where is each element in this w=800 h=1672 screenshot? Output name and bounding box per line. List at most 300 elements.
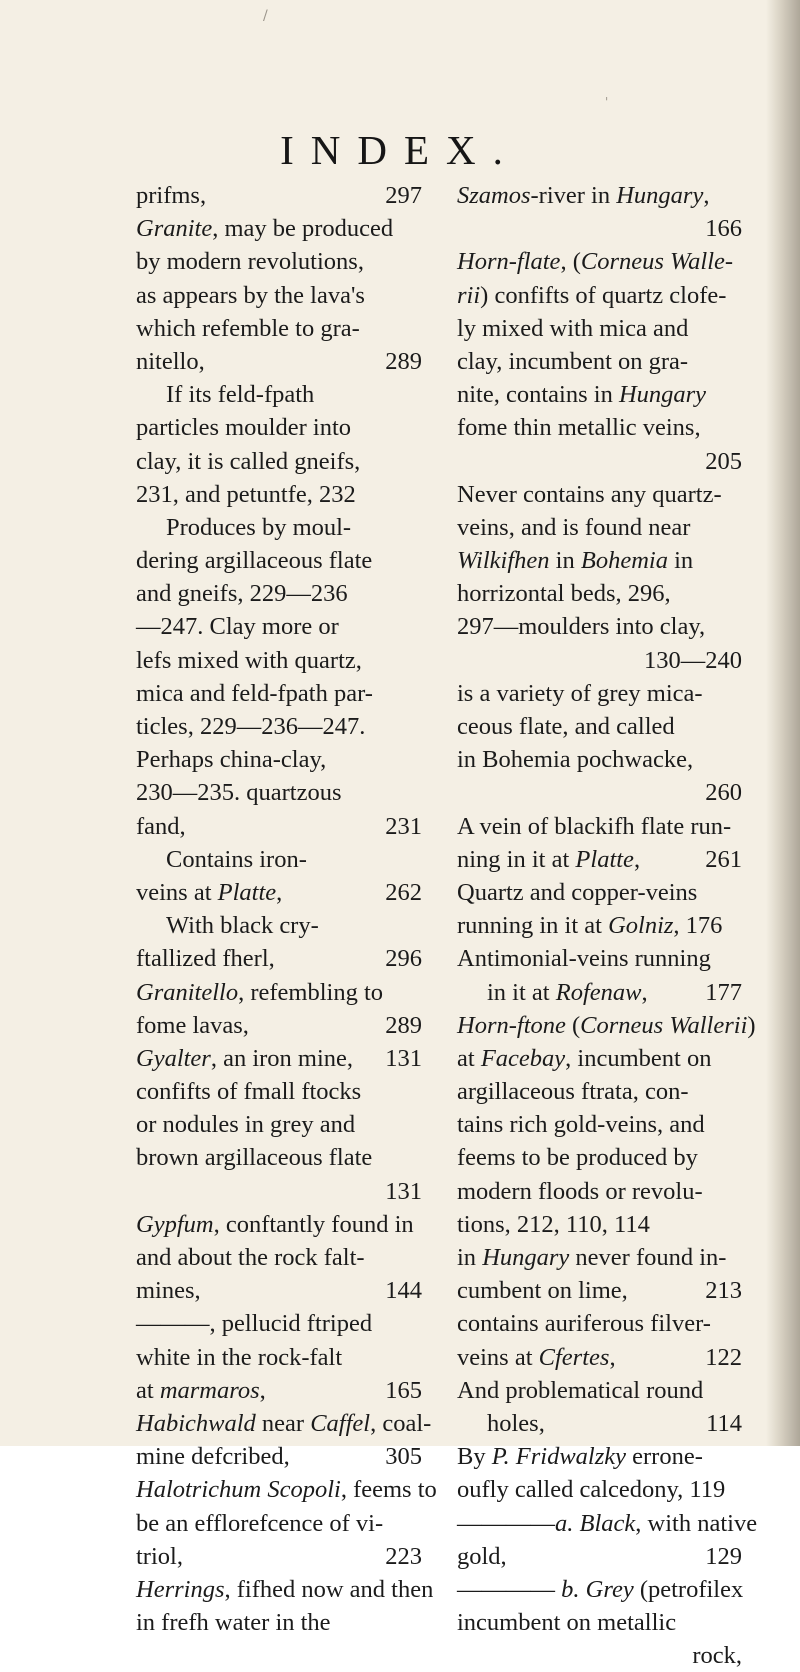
index-line <box>457 1374 742 1407</box>
index-line <box>457 1141 742 1174</box>
index-term: Platte <box>575 845 634 873</box>
index-term: Caffel <box>310 1409 371 1437</box>
index-text: veins, and is found near <box>457 513 691 541</box>
index-text: 231, and petuntfe, 232 <box>136 480 356 508</box>
index-line <box>457 1473 742 1506</box>
index-line <box>136 843 422 876</box>
index-line <box>136 1075 422 1108</box>
page-reference: 131 <box>385 1177 422 1205</box>
index-text: (petrofilex <box>633 1575 744 1603</box>
index-text: brown argillaceous flate <box>136 1144 373 1172</box>
index-term: Granite <box>136 215 213 243</box>
index-line <box>457 743 742 776</box>
index-entry-text <box>457 312 688 345</box>
index-entry-text <box>136 942 275 975</box>
index-entry-text <box>457 710 675 743</box>
index-term: Corneus Wallerii <box>580 1011 748 1039</box>
index-text: modern floods or revolu- <box>457 1177 703 1205</box>
index-entry-text <box>136 212 393 245</box>
index-text: ———— <box>457 1575 562 1603</box>
index-text: running in it at <box>457 912 609 940</box>
index-text: is a variety of grey mica- <box>457 679 703 707</box>
index-entry-text <box>136 610 339 643</box>
index-term: Platte <box>217 878 277 906</box>
index-text: which refemble to gra- <box>136 314 360 342</box>
index-line <box>136 1540 422 1573</box>
index-line <box>457 1440 742 1473</box>
index-line <box>457 179 742 212</box>
index-text: in <box>549 547 581 575</box>
index-line <box>457 909 742 942</box>
index-line <box>457 411 742 444</box>
index-text: , fifhed now and then <box>224 1575 434 1603</box>
index-text: ———— <box>457 1509 555 1537</box>
index-entry-text <box>166 511 351 544</box>
index-text: , <box>703 182 710 209</box>
index-entry-text <box>136 1440 290 1473</box>
index-line <box>136 1341 422 1374</box>
index-line <box>457 976 742 1009</box>
index-line <box>136 776 422 809</box>
index-line <box>136 312 422 345</box>
index-line <box>457 212 742 245</box>
index-line <box>457 876 742 909</box>
index-term: Herrings <box>136 1575 225 1603</box>
index-entry-text <box>457 1374 703 1407</box>
index-entry-text <box>457 843 640 876</box>
page-reference: 130—240 <box>644 646 742 674</box>
index-line <box>457 1009 756 1042</box>
index-line <box>457 312 742 345</box>
index-line <box>457 1341 742 1374</box>
page-reference: 213 <box>705 1277 742 1305</box>
index-text: ( <box>565 1011 581 1039</box>
index-text: ) confifts of quartz clofe- <box>480 281 727 309</box>
page-reference: 131 <box>385 1044 422 1072</box>
index-line <box>457 1407 742 1440</box>
index-line <box>136 345 422 378</box>
index-entry-text <box>457 1573 743 1606</box>
index-line <box>457 345 742 378</box>
index-text: oufly called calcedony, 119 <box>457 1476 726 1504</box>
index-text: , may be produced <box>212 215 394 243</box>
index-entry-text <box>457 1341 616 1374</box>
index-line <box>136 1440 422 1473</box>
index-text: ticles, 229—236—247. <box>136 713 366 740</box>
index-line <box>136 942 422 975</box>
index-line <box>136 212 422 245</box>
index-text: , an iron mine, <box>210 1044 354 1072</box>
index-line <box>136 743 422 776</box>
index-line <box>136 544 422 577</box>
index-text: , <box>633 845 641 873</box>
page-reference: 231 <box>385 812 422 840</box>
index-entry-text <box>487 976 648 1009</box>
index-line <box>457 1307 742 1340</box>
index-text: , feems to <box>340 1476 437 1504</box>
index-text: particles moulder into <box>136 414 351 442</box>
index-term: Bohemia <box>580 547 668 575</box>
index-text: white in the rock-falt <box>136 1343 343 1371</box>
page-edge-shadow <box>766 0 800 1446</box>
index-line <box>136 1573 434 1606</box>
page-reference: 166 <box>705 215 742 243</box>
index-entry-text <box>457 909 722 942</box>
index-line <box>457 478 742 511</box>
index-entry-text <box>457 743 693 776</box>
index-line <box>136 1606 422 1639</box>
index-text: be an efflorefcence of vi- <box>136 1509 384 1537</box>
index-line <box>136 909 422 942</box>
index-entry-text <box>136 1407 431 1440</box>
index-term: marmaros <box>159 1376 260 1404</box>
index-text: feems to be produced by <box>457 1144 698 1172</box>
index-entry-text <box>136 810 186 843</box>
index-line <box>457 1540 742 1573</box>
index-term: Habichwald <box>136 1409 256 1437</box>
index-text: , <box>609 1343 616 1371</box>
index-line <box>457 1042 742 1075</box>
index-line <box>136 810 422 843</box>
index-text: dering argillaceous flate <box>136 547 373 575</box>
index-entry-text <box>457 876 697 909</box>
index-text: —247. Clay more or <box>136 613 339 641</box>
index-text: in Bohemia pochwacke, <box>457 746 694 774</box>
index-term: Gypfum <box>136 1210 214 1238</box>
index-text: fand, <box>136 812 186 840</box>
index-line <box>136 610 422 643</box>
index-entry-text <box>136 1307 372 1340</box>
index-term: Szamos <box>457 182 531 209</box>
index-text: , <box>641 978 648 1006</box>
page-reference: 144 <box>385 1277 422 1305</box>
index-text: contains auriferous filver- <box>457 1310 711 1338</box>
index-text: cumbent on lime, <box>457 1277 628 1305</box>
index-term: Golniz <box>608 912 674 940</box>
index-line <box>457 1175 742 1208</box>
index-line <box>457 810 742 843</box>
index-entry-text <box>166 909 319 942</box>
page-reference: 129 <box>705 1542 742 1570</box>
index-line <box>457 1606 742 1639</box>
index-line <box>457 776 742 809</box>
index-line <box>136 1208 422 1241</box>
index-line <box>136 1407 432 1440</box>
index-line <box>136 876 422 909</box>
index-term: b. Grey <box>561 1575 634 1603</box>
index-entry-text <box>136 1141 372 1174</box>
index-entry-text <box>136 312 360 345</box>
index-text: mine defcribed, <box>136 1443 290 1471</box>
index-line <box>457 1274 742 1307</box>
index-text: And problematical round <box>457 1376 704 1404</box>
index-entry-text <box>136 1042 353 1075</box>
index-term: Corneus Walle- <box>580 248 734 276</box>
index-term: Cfertes <box>538 1343 610 1371</box>
ink-mark: ' <box>605 95 609 109</box>
index-line <box>457 610 742 643</box>
index-text: ning in it at <box>457 845 576 873</box>
index-entry-text <box>457 1141 698 1174</box>
index-line <box>457 677 742 710</box>
page-reference: 165 <box>385 1376 422 1404</box>
index-text: incumbent on metallic <box>457 1609 677 1637</box>
index-text: at <box>136 1376 160 1404</box>
page-reference: 260 <box>705 779 742 807</box>
index-text: or nodules in grey and <box>136 1111 356 1139</box>
index-text: by modern revolutions, <box>136 248 364 276</box>
index-text: mica and feld-fpath par- <box>136 679 373 707</box>
index-text: holes, <box>487 1409 545 1437</box>
index-line <box>136 1042 422 1075</box>
index-entry-text <box>136 577 348 610</box>
index-entry-text <box>457 279 726 312</box>
index-text: 230—235. quartzous <box>136 779 342 807</box>
index-entry-text <box>457 577 671 610</box>
index-line <box>457 1241 742 1274</box>
page-reference: 122 <box>705 1343 742 1371</box>
index-text: Antimonial-veins running <box>457 945 711 973</box>
index-line <box>457 378 742 411</box>
index-line <box>457 942 742 975</box>
index-term: a. Black <box>555 1509 636 1537</box>
index-line <box>136 644 422 677</box>
index-entry-text <box>457 245 733 278</box>
left-column <box>136 179 437 1639</box>
ink-mark: / <box>263 8 268 24</box>
index-term: Halotrichum Scopoli <box>136 1476 341 1504</box>
index-term: Hungary <box>616 182 704 209</box>
page-reference: 289 <box>385 347 422 375</box>
index-entry-text <box>136 544 372 577</box>
index-entry-text <box>136 1009 249 1042</box>
page-reference: 305 <box>385 1443 422 1471</box>
index-text: ly mixed with mica and <box>457 314 689 342</box>
index-text: Produces by moul- <box>166 513 352 541</box>
index-text: fome lavas, <box>136 1011 249 1039</box>
index-entry-text <box>136 1374 266 1407</box>
index-line <box>136 1108 422 1141</box>
index-line <box>136 378 422 411</box>
index-text: nitello, <box>136 347 205 375</box>
index-text: never found in- <box>569 1244 727 1271</box>
index-text: ceous flate, and called <box>457 713 675 740</box>
page-reference: 297 <box>385 182 422 209</box>
index-text: confifts of fmall ftocks <box>136 1078 362 1106</box>
index-text: ftallized fherl, <box>136 945 275 973</box>
index-line <box>457 577 742 610</box>
index-text: With black cry- <box>166 912 319 940</box>
index-line <box>136 976 422 1009</box>
index-entry-text <box>457 511 690 544</box>
index-line <box>136 1473 437 1506</box>
index-text: in <box>457 1244 483 1271</box>
index-entry-text <box>457 378 706 411</box>
index-text: , coal- <box>370 1409 432 1437</box>
index-line <box>136 1241 422 1274</box>
index-line <box>457 1108 742 1141</box>
index-line <box>136 411 422 444</box>
index-text: triol, <box>136 1542 183 1570</box>
index-text: in it at <box>487 978 556 1006</box>
index-text: Perhaps china-clay, <box>136 746 327 774</box>
index-line <box>457 843 742 876</box>
index-text: Never contains any quartz- <box>457 480 722 508</box>
index-entry-text <box>457 179 709 212</box>
index-line <box>136 1307 422 1340</box>
index-text: near <box>255 1409 311 1437</box>
index-line <box>457 1075 742 1108</box>
index-entry-text <box>136 445 360 478</box>
index-term: rii <box>457 281 481 309</box>
index-text: , incumbent on <box>565 1044 712 1072</box>
index-entry-text <box>166 843 307 876</box>
index-entry-text <box>457 610 705 643</box>
index-line <box>136 179 422 212</box>
index-term: Horn-ftone <box>457 1011 566 1039</box>
page-reference: 289 <box>385 1011 422 1039</box>
index-line <box>136 1374 422 1407</box>
index-text: -river in <box>530 182 617 209</box>
index-text: 297—moulders into clay, <box>457 613 706 641</box>
index-text: as appears by the lava's <box>136 281 365 309</box>
index-text: If its feld-fpath <box>166 381 315 409</box>
index-entry-text <box>457 810 731 843</box>
index-text: gold, <box>457 1542 507 1570</box>
index-entry-text <box>136 279 365 312</box>
index-text: A vein of blackifh flate run- <box>457 812 732 840</box>
index-entry-text <box>457 1075 689 1108</box>
index-text: veins at <box>457 1343 539 1371</box>
index-entry-text <box>457 345 688 378</box>
index-term: Granitello <box>136 978 239 1006</box>
index-text: at <box>457 1044 481 1072</box>
index-term: Horn-flate <box>457 248 561 276</box>
index-term: Gyalter <box>136 1044 211 1072</box>
index-text: , ( <box>560 248 581 276</box>
index-entry-text <box>457 942 711 975</box>
index-line <box>136 1141 422 1174</box>
index-entry-text <box>457 1175 703 1208</box>
index-entry-text <box>457 1440 703 1473</box>
index-entry-text <box>457 1274 628 1307</box>
index-heading: INDEX. <box>280 127 520 173</box>
index-entry-text <box>457 1307 711 1340</box>
page-reference: rock, <box>692 1642 742 1670</box>
index-entry-text <box>457 1473 725 1506</box>
index-text: argillaceous ftrata, con- <box>457 1078 689 1106</box>
index-entry-text <box>457 1042 711 1075</box>
index-entry-text <box>136 1606 331 1639</box>
index-line <box>457 710 742 743</box>
index-entry-text <box>457 1606 676 1639</box>
index-text: Quartz and copper-veins <box>457 878 698 906</box>
right-column <box>457 179 758 1672</box>
page-reference: 223 <box>385 1542 422 1570</box>
index-line <box>136 478 422 511</box>
index-entry-text <box>136 677 373 710</box>
index-text: clay, incumbent on gra- <box>457 347 689 375</box>
index-text: , refembling to <box>238 978 384 1006</box>
index-entry-text <box>136 1108 355 1141</box>
index-text: fome thin metallic veins, <box>457 414 701 442</box>
index-entry-text <box>457 411 701 444</box>
index-term: P. Fridwalzky <box>491 1443 627 1471</box>
index-line <box>136 245 422 278</box>
index-entry-text <box>136 245 364 278</box>
index-entry-text <box>136 1473 437 1506</box>
index-entry-text <box>136 644 362 677</box>
index-entry-text <box>136 1540 183 1573</box>
index-line <box>136 1009 422 1042</box>
index-line <box>136 279 422 312</box>
index-entry-text <box>136 1341 342 1374</box>
index-entry-text <box>457 544 693 577</box>
index-line <box>136 445 422 478</box>
index-text: tains rich gold-veins, and <box>457 1111 705 1139</box>
index-text: errone- <box>626 1443 703 1471</box>
index-line <box>457 279 742 312</box>
index-line <box>136 1274 422 1307</box>
index-line <box>457 1639 742 1672</box>
index-text: , 176 <box>673 912 723 940</box>
index-text: in frefh water in the <box>136 1609 331 1637</box>
index-entry-text <box>136 710 365 743</box>
index-entry-text <box>136 1573 433 1606</box>
index-line <box>457 1208 742 1241</box>
index-entry-text <box>136 1208 414 1241</box>
index-line <box>457 511 742 544</box>
index-entry-text <box>136 976 383 1009</box>
index-entry-text <box>136 179 206 212</box>
index-entry-text <box>457 1507 757 1540</box>
index-term: Facebay <box>480 1044 566 1072</box>
index-text: and gneifs, 229—236 <box>136 580 348 608</box>
index-line <box>457 445 742 478</box>
index-text: and about the rock falt- <box>136 1244 365 1271</box>
index-entry-text <box>136 1507 383 1540</box>
index-term: Rofenaw <box>555 978 642 1006</box>
index-line <box>136 677 422 710</box>
page-reference: 177 <box>705 978 742 1006</box>
index-text: Contains iron- <box>166 845 307 873</box>
index-text: clay, it is called gneifs, <box>136 447 361 475</box>
index-line <box>457 644 742 677</box>
index-text: , <box>259 1376 266 1404</box>
index-text: prifms, <box>136 182 207 209</box>
index-term: Hungary <box>482 1244 570 1271</box>
index-entry-text <box>487 1407 545 1440</box>
page-reference: 262 <box>385 878 422 906</box>
index-entry-text <box>136 411 351 444</box>
index-entry-text <box>457 1108 705 1141</box>
index-entry-text <box>166 378 314 411</box>
index-entry-text <box>457 677 703 710</box>
index-text: ) <box>747 1011 756 1039</box>
index-entry-text <box>457 1241 726 1274</box>
index-entry-text <box>136 776 342 809</box>
index-text: ———, pellucid ftriped <box>136 1310 373 1338</box>
index-line <box>136 710 422 743</box>
index-line <box>136 511 422 544</box>
index-text: nite, contains in <box>457 381 619 409</box>
index-line <box>457 245 742 278</box>
index-entry-text <box>136 743 326 776</box>
index-entry-text <box>136 1241 365 1274</box>
index-line <box>136 1507 422 1540</box>
index-line <box>457 544 742 577</box>
index-line <box>136 577 422 610</box>
